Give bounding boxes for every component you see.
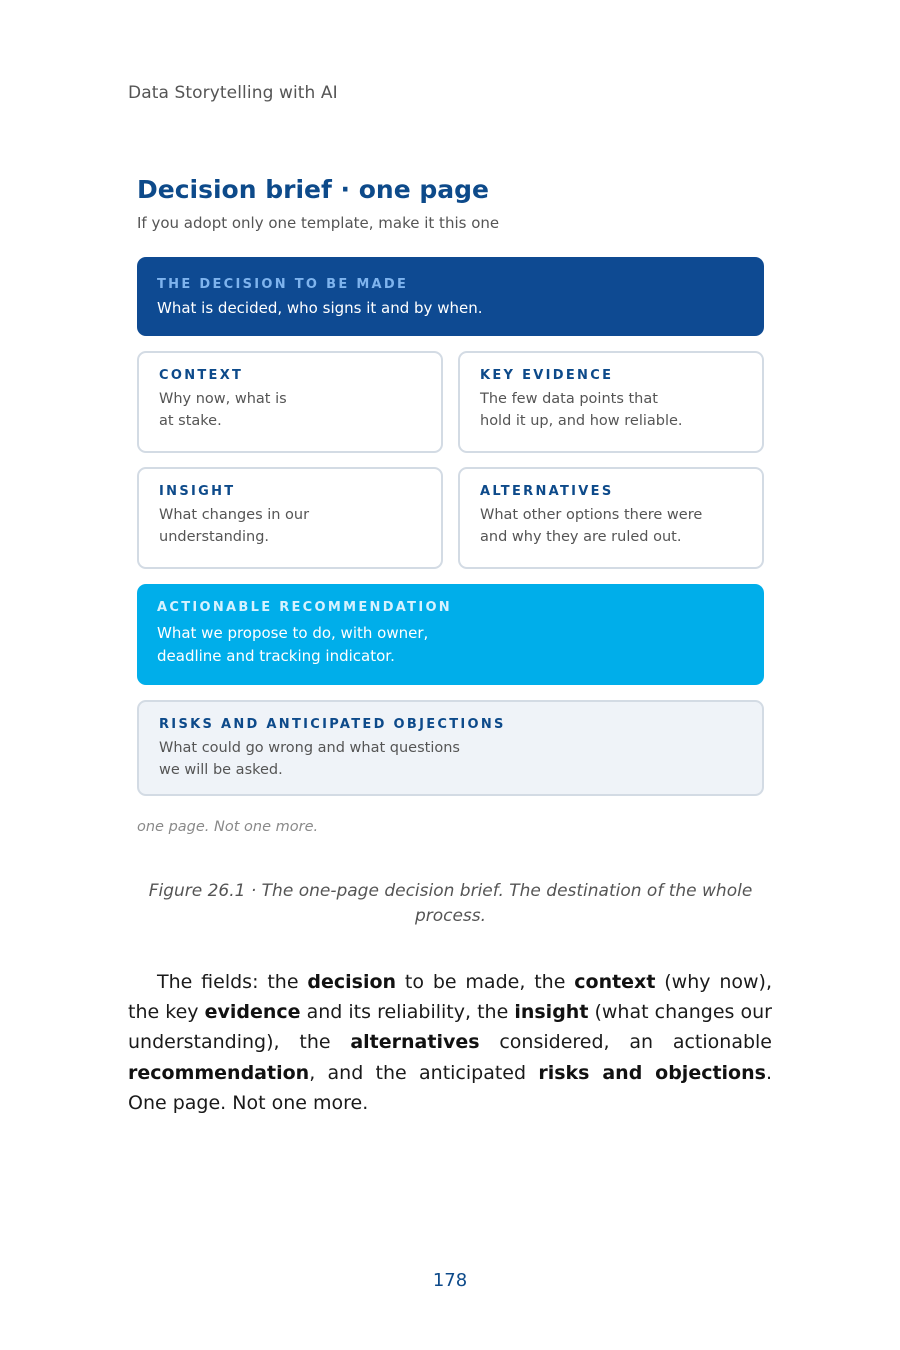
alternatives-card-text: What other options there were and why they are ruled out. — [480, 507, 703, 545]
bold-term-evidence: evidence — [204, 1001, 301, 1024]
body-paragraph — [128, 967, 772, 1118]
paragraph-run: The fields: the — [157, 971, 308, 993]
risks-card-label: RISKS AND ANTICIPATED OBJECTIONS — [159, 717, 506, 732]
recommendation-card-text: What we propose to do, with owner, deadline and tracking indicator. — [157, 624, 429, 665]
risks-card — [137, 700, 764, 796]
alternatives-card-label: ALTERNATIVES — [480, 484, 614, 499]
page-number: 178 — [432, 1270, 468, 1291]
bold-term-decision: decision — [307, 971, 397, 993]
figure-title: Decision brief · one page — [137, 175, 490, 204]
paragraph-run: (why now), the key — [128, 971, 773, 1024]
paragraph-run: (what changes our understanding), the — [128, 1001, 772, 1054]
figure-note: one page. Not one more. — [137, 819, 319, 835]
context-card-text: Why now, what is at stake. — [159, 391, 287, 429]
decision-card-label: THE DECISION TO BE MADE — [157, 277, 409, 292]
alternatives-card — [458, 467, 764, 569]
key-evidence-card — [458, 351, 764, 453]
decision-card-text: What is decided, who signs it and by when. — [157, 299, 483, 317]
bold-term-recommendation: recommendation — [128, 1061, 310, 1084]
insight-card-label: INSIGHT — [159, 484, 236, 499]
bold-term-context: context — [574, 971, 656, 993]
context-card — [137, 351, 443, 453]
figure-subtitle: If you adopt only one template, make it this one — [137, 214, 500, 232]
paragraph-run: . One page. Not one more. — [128, 1061, 772, 1114]
paragraph-run: and its reliability, the — [300, 1001, 515, 1024]
bold-term-alternatives: alternatives — [350, 1031, 480, 1054]
risks-card-text: What could go wrong and what questions we will be asked. — [159, 740, 460, 778]
paragraph-run: , and the anticipated — [309, 1061, 539, 1084]
running-header: Data Storytelling with AI — [128, 83, 338, 103]
recommendation-card-label: ACTIONABLE RECOMMENDATION — [157, 600, 452, 615]
bold-term-insight: insight — [514, 1001, 589, 1024]
insight-card-text: What changes in our understanding. — [159, 507, 310, 545]
paragraph-run: to be made, the — [396, 971, 575, 993]
context-card-label: CONTEXT — [159, 368, 244, 383]
recommendation-card — [137, 584, 764, 685]
decision-card — [137, 257, 764, 336]
figure-caption: Figure 26.1 · The one-page decision brief. The destination of the whole process. — [148, 881, 753, 926]
key-evidence-card-text: The few data points that hold it up, and how reliable. — [480, 391, 683, 429]
key-evidence-card-label: KEY EVIDENCE — [480, 368, 614, 383]
paragraph-run: considered, an actionable — [479, 1031, 772, 1054]
bold-term-risks-and-objections: risks and objections — [538, 1061, 766, 1084]
insight-card — [137, 467, 443, 569]
